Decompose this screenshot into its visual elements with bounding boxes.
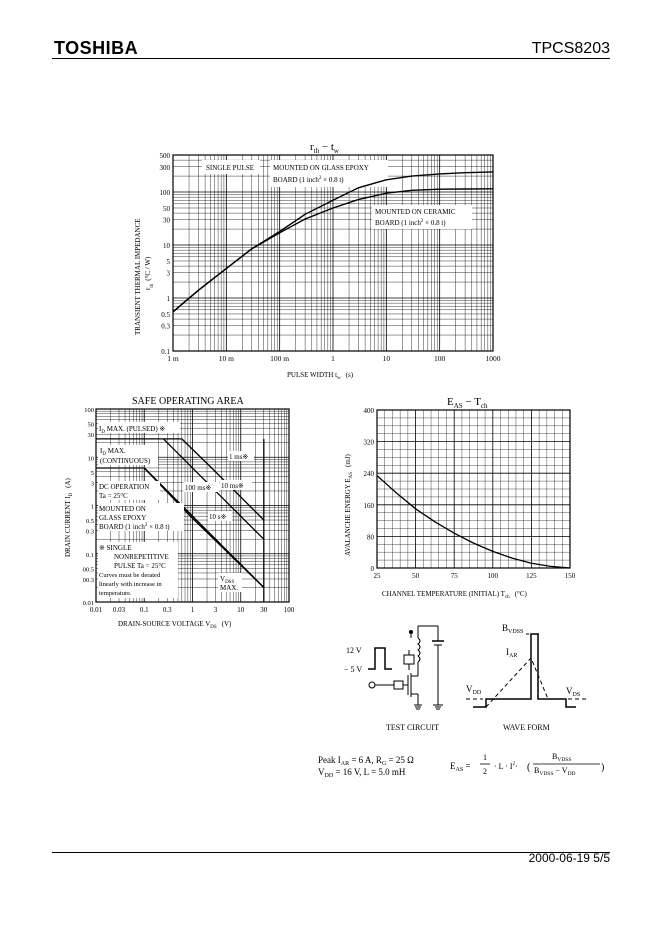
tick-label: 00.3 <box>82 576 94 584</box>
tick-label: 1 <box>90 503 94 511</box>
rth-xlabel: PULSE WIDTH $t_w$ (s) <box>287 371 354 381</box>
tick-label: 160 <box>363 501 374 510</box>
eas-formula-lhs: $E_{AS}$ = <box>450 761 471 773</box>
soa-note-1ms: 1 ms※ <box>229 453 249 461</box>
tick-label: 1000 <box>485 354 501 363</box>
tick-label: 80 <box>367 533 374 542</box>
tick-label: 320 <box>363 438 374 447</box>
eas-series <box>377 476 570 568</box>
soa-note-mount-3: BOARD (1 inch$^2$ × 0.8 t) <box>99 523 170 531</box>
tick-label: 10 <box>382 354 391 363</box>
eas-grid <box>377 410 570 568</box>
wave-bvdss: $B_{VDSS}$ <box>502 623 524 635</box>
tick-label: 125 <box>526 572 537 580</box>
tick-label: 500 <box>159 152 170 160</box>
rth-ceramic-label-1: MOUNTED ON CERAMIC <box>375 208 456 216</box>
tick-label: 1 <box>331 354 335 363</box>
soa-note-100ms: 100 ms※ <box>185 484 212 492</box>
wave-iar: $I_{AR}$ <box>506 647 518 659</box>
tick-label: 00.5 <box>82 566 94 574</box>
formula-frac2-den: $B_{VDSS} - V_{DD}$ <box>534 766 576 777</box>
soa-note-mount-2: GLASS EPOXY <box>99 514 147 522</box>
tick-label: 10 <box>237 606 245 614</box>
wave-form <box>466 623 586 732</box>
wave-vds: $V_{DS}$ <box>566 686 581 698</box>
tick-label: 400 <box>363 407 374 415</box>
tick-label: 5 <box>166 257 170 266</box>
tick-label: 0.1 <box>85 551 94 559</box>
eas-chart <box>344 396 576 600</box>
soa-note-star-3: PULSE Ta = 25°C <box>114 562 166 570</box>
tick-label: 0.1 <box>161 348 170 356</box>
eas-ylabel: AVALANCHE ENERGY $E_{AS}(mJ)$ <box>344 454 354 556</box>
tick-label: 25 <box>373 572 381 580</box>
soa-note-derate-2: linearly with increase in <box>99 581 162 588</box>
tick-label: 0 <box>370 565 374 573</box>
formula-frac-den: 2 <box>483 767 487 776</box>
soa-note-vdss-1: $V_{DSS}$ <box>220 575 235 585</box>
tick-label: 0.5 <box>85 518 94 526</box>
formula-paren-open: ( <box>527 762 531 773</box>
wave-vdd: $V_{DD}$ <box>466 684 482 696</box>
test-circuit <box>344 626 444 732</box>
tick-label: 100 <box>487 572 499 580</box>
rth-ylabel-symbol: $r_{th}(^\circ C / W)$ <box>144 256 155 290</box>
tick-label: 50 <box>87 421 94 429</box>
tick-label: 0.01 <box>82 600 94 607</box>
tick-label: 0.03 <box>112 606 126 614</box>
soa-note-10ms: 10 ms※ <box>221 482 244 490</box>
rth-glass-label-1: MOUNTED ON GLASS EPOXY <box>273 164 369 172</box>
rth-ylabel: TRANSIENT THERMAL IMPEDANCE <box>134 218 142 335</box>
soa-note-mount-1: MOUNTED ON <box>99 505 146 513</box>
part-number: TPCS8203 <box>531 40 610 57</box>
test-conditions <box>318 752 604 779</box>
tick-label: 30 <box>260 606 268 614</box>
tick-label: 3 <box>90 480 94 488</box>
footer-date-page: 2000-06-19 5/5 <box>528 851 610 865</box>
tick-label: 30 <box>87 432 94 440</box>
tick-label: 30 <box>163 216 170 225</box>
tick-label: 150 <box>564 572 576 580</box>
soa-note-vdss-2: MAX. <box>220 584 239 592</box>
eas-title: $E_{AS} - T_{ch}$ <box>447 396 488 410</box>
soa-title: SAFE OPERATING AREA <box>132 396 244 407</box>
tick-label: 5 <box>90 469 94 477</box>
soa-xlabel: DRAIN-SOURCE VOLTAGE $V_{DS}$ (V) <box>118 620 232 630</box>
tick-label: 75 <box>450 572 458 580</box>
tick-label: 3 <box>166 269 170 278</box>
tick-label: 100 <box>84 407 94 414</box>
tick-label: 10 m <box>218 354 234 363</box>
soa-note-star-1: ※ SINGLE <box>99 544 132 552</box>
soa-note-dc-1: DC OPERATION <box>99 483 150 491</box>
rth-glass-label-2: BOARD (1 inch$^2$ × 0.8 t) <box>273 176 344 184</box>
rth-chart <box>134 141 501 381</box>
test-circuit-label: TEST CIRCUIT <box>386 723 439 732</box>
tick-label: 100 <box>434 354 446 363</box>
tick-label: 0.3 <box>162 606 172 614</box>
eas-series-line <box>377 476 570 568</box>
soa-ylabel: DRAIN CURRENT $I_D(A)$ <box>64 478 74 557</box>
formula-paren-close: ) <box>601 762 605 773</box>
tick-label: 100 m <box>270 354 290 363</box>
tick-label: 1 m <box>167 354 179 363</box>
tick-label: 300 <box>159 163 170 172</box>
tick-label: 1 <box>190 606 195 614</box>
tick-label: 0.3 <box>161 322 170 331</box>
soa-note-continuous-2: (CONTINUOUS) <box>100 457 151 465</box>
tick-label: 0.5 <box>161 310 170 319</box>
wave-form-label: WAVE FORM <box>503 723 550 732</box>
tick-label: 50 <box>412 572 420 580</box>
rth-ceramic-label-2: BOARD (1 inch$^2$ × 0.8 t) <box>375 219 446 227</box>
peak-iar-note: Peak $I_{AR} = 6$ A, $R_G = 25$ Ω <box>318 755 414 767</box>
soa-note-pulsed: $I_D$ MAX. (PULSED) ※ <box>99 425 166 435</box>
tick-label: 240 <box>363 470 374 479</box>
circuit-12v: 12 V <box>346 646 362 655</box>
tick-label: 0.3 <box>85 528 94 536</box>
soa-note-continuous-1: $I_D$ MAX. <box>100 447 126 457</box>
soa-chart <box>64 396 295 630</box>
tick-label: 50 <box>163 204 170 213</box>
formula-frac2-num: $B_{VDSS}$ <box>552 752 572 763</box>
eas-xlabel: CHANNEL TEMPERATURE (INITIAL) $T_{ch}$ (°C) <box>382 590 527 600</box>
circuit-minus5v: − 5 V <box>344 665 363 674</box>
tick-label: 100 <box>159 189 170 198</box>
soa-note-star-2: NONREPETITIVE <box>114 553 169 561</box>
soa-note-dc-2: Ta = 25°C <box>99 492 128 500</box>
tick-label: 10 <box>163 242 170 251</box>
tick-label: 0.1 <box>139 606 149 614</box>
soa-note-derate-1: Curves must be derated <box>99 572 161 579</box>
rth-title: $r_{th} - t_w$ <box>310 141 339 155</box>
rth-single-pulse: SINGLE PULSE <box>206 164 255 172</box>
tick-label: 3 <box>213 606 218 614</box>
vdd-note: $V_{DD} = 16$ V, L = 5.0 mH <box>318 767 406 779</box>
soa-note-10s: 10 s※ <box>209 513 227 521</box>
formula-mid: · $L \cdot I^2\cdot$ <box>494 762 518 771</box>
tick-label: 0.01 <box>89 606 103 614</box>
tick-label: 1 <box>166 295 170 304</box>
formula-frac-num: 1 <box>483 753 487 762</box>
tick-label: 100 <box>283 606 295 614</box>
tick-label: 10 <box>87 455 94 463</box>
company-logo: TOSHIBA <box>54 38 139 58</box>
soa-note-derate-3: temperature. <box>99 590 132 597</box>
